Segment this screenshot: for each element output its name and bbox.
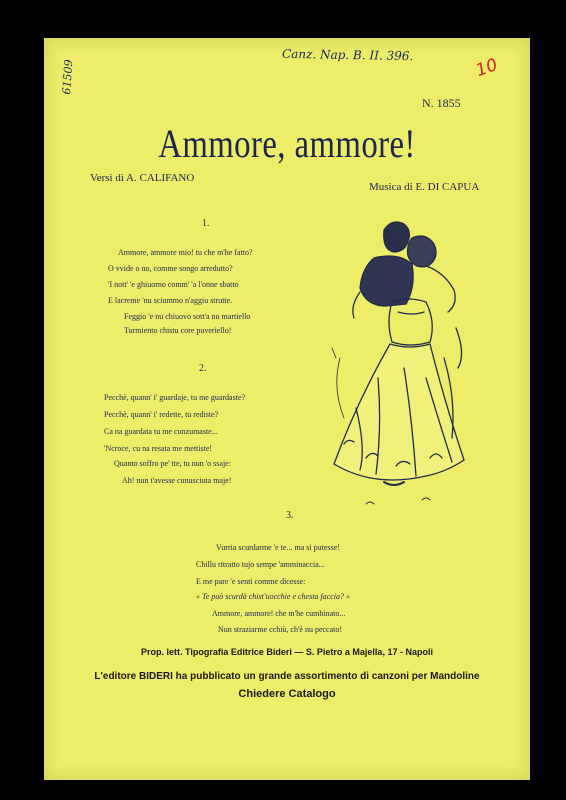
stanza-line: Nun straziarme cchiù, ch'è nu peccato!: [218, 625, 343, 634]
stanza-number: 3.: [286, 510, 294, 521]
stanza-line: 'I nott' 'e ghiuorno comm' 'a l'onne sbatto: [108, 280, 239, 289]
song-sheet-page: [44, 38, 530, 780]
catalog-note: Chiedere Catalogo: [238, 688, 336, 700]
issue-number: N. 1855: [422, 96, 461, 110]
red-pencil-mark: 10: [473, 54, 501, 82]
stanza-line: E me pare 'e senti comme dicesse:: [196, 577, 306, 586]
stanza-number: 2.: [199, 363, 207, 374]
song-title: Ammore, ammore!: [158, 121, 416, 166]
stanza-line: Pecchè, quann' i' guardaje, tu me guardaste?: [104, 393, 246, 402]
couple-embracing-illustration: [326, 208, 476, 528]
composer-credit: Musica di E. DI CAPUA: [369, 181, 480, 193]
stanza-line: E lacreme 'nu sciummo n'aggiu strutte.: [108, 296, 233, 305]
stanza-line: « Te può scurdà chist'uocchie e chesta faccia? »: [196, 592, 350, 601]
lyricist-credit: Versi di A. CALIFANO: [90, 172, 195, 184]
inventory-number-annotation: 61509: [60, 59, 76, 95]
publisher-advertisement: L'editore BIDERI ha pubblicato un grande assortimento di canzoni per Mandoline: [94, 671, 480, 682]
stanza-line: Quanto soffro pe' tte, tu nun 'o ssaje:: [114, 459, 231, 468]
stanza-line: 'Ncroce, cu na resata me mettiste!: [104, 444, 213, 453]
stanza-line: Pecchè, quann' i' redette, tu rediste?: [104, 410, 219, 419]
stanza-line: Ah! nun t'avesse cunusciuta maje!: [122, 476, 232, 485]
stanza-line: Turmiento chistu core puveriello!: [124, 326, 232, 335]
stanza-line: Vurria scurdarme 'e te... ma si putesse!: [216, 543, 340, 552]
stanza-line: Ca na guardata tu me cunzumaste...: [104, 427, 218, 436]
stanza-line: Ammore, ammore! che m'he cumbinato...: [212, 609, 346, 618]
publisher-imprint: Prop. lett. Tipografia Editrice Bideri — S. Pietro a Majella, 17 - Napoli: [141, 647, 433, 657]
stanza-line: Feggio 'e nu chiuovo sott'a nu martiello: [124, 312, 251, 321]
stanza-line: Chillu ritratto tujo sempe 'amminaccia...: [196, 560, 325, 569]
stanza-line: O vvide o no, comme songo arredutto?: [108, 264, 233, 273]
stanza-line: Ammore, ammore mio! tu che m'he fatto?: [118, 248, 253, 257]
stanza-number: 1.: [202, 218, 210, 229]
shelfmark-annotation: Canz. Nap. B. II. 396.: [281, 46, 414, 64]
